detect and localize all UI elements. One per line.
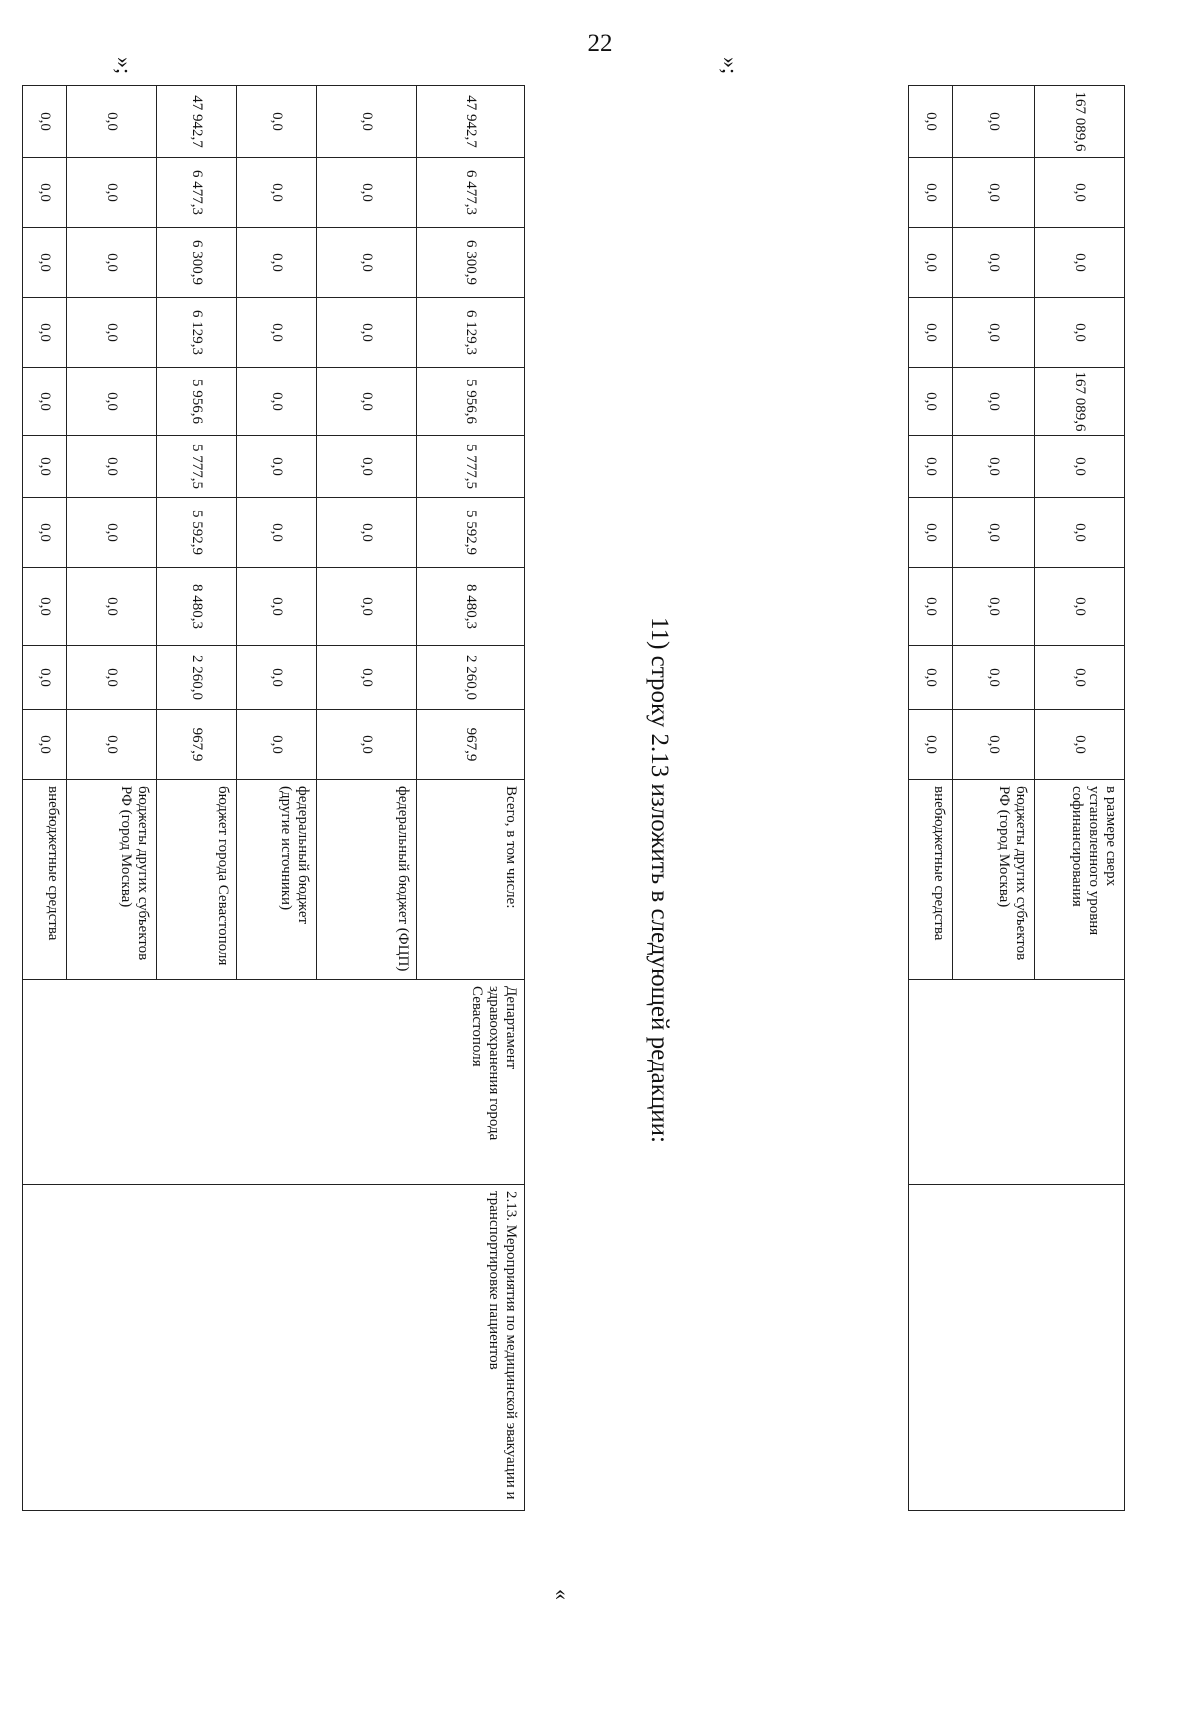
value-cell: 0,0 <box>953 158 1035 228</box>
value-cell: 0,0 <box>909 86 953 158</box>
event-cell: 2.13. Мероприятия по медицинской эвакуации и транспортировке пациентов <box>23 1185 525 1511</box>
value-cell: 0,0 <box>23 646 67 710</box>
value-cell: 6 300,9 <box>417 228 525 298</box>
page-number: 22 <box>587 30 613 57</box>
value-cell: 2 260,0 <box>417 646 525 710</box>
value-cell: 47 942,7 <box>417 86 525 158</box>
value-cell: 0,0 <box>317 498 417 568</box>
value-cell: 0,0 <box>317 710 417 780</box>
value-cell: 6 477,3 <box>157 158 237 228</box>
value-cell: 0,0 <box>23 228 67 298</box>
value-cell: 0,0 <box>953 646 1035 710</box>
value-cell: 0,0 <box>317 86 417 158</box>
value-cell: 967,9 <box>157 710 237 780</box>
value-cell: 0,0 <box>23 298 67 368</box>
value-cell: 0,0 <box>237 568 317 646</box>
table-previous-rows <box>908 85 1125 1511</box>
table-row <box>1035 86 1125 1511</box>
value-cell: 0,0 <box>909 436 953 498</box>
value-cell: 5 777,5 <box>417 436 525 498</box>
value-cell: 6 300,9 <box>157 228 237 298</box>
value-cell: 0,0 <box>237 368 317 436</box>
value-cell: 167 089,6 <box>1035 86 1125 158</box>
value-cell: 0,0 <box>23 86 67 158</box>
table-row <box>417 86 525 1511</box>
value-cell: 0,0 <box>67 710 157 780</box>
value-cell: 0,0 <box>317 228 417 298</box>
value-cell: 8 480,3 <box>157 568 237 646</box>
value-cell: 0,0 <box>23 710 67 780</box>
value-cell: 0,0 <box>67 368 157 436</box>
value-cell: 0,0 <box>67 228 157 298</box>
value-cell: 6 129,3 <box>157 298 237 368</box>
value-cell: 8 480,3 <box>417 568 525 646</box>
value-cell: 47 942,7 <box>157 86 237 158</box>
value-cell: 0,0 <box>317 568 417 646</box>
value-cell: 0,0 <box>953 86 1035 158</box>
value-cell: 0,0 <box>67 436 157 498</box>
table-row-2-13 <box>22 85 525 1511</box>
value-cell: 0,0 <box>1035 710 1125 780</box>
value-cell: 0,0 <box>237 646 317 710</box>
value-cell: 0,0 <box>953 710 1035 780</box>
rotated-document-body <box>36 57 1125 1675</box>
value-cell: 0,0 <box>317 436 417 498</box>
event-cell <box>909 1185 1125 1511</box>
value-cell: 0,0 <box>1035 158 1125 228</box>
value-cell: 5 956,6 <box>157 368 237 436</box>
value-cell: 0,0 <box>1035 646 1125 710</box>
value-cell: 0,0 <box>237 158 317 228</box>
value-cell: 5 956,6 <box>417 368 525 436</box>
value-cell: 0,0 <box>909 568 953 646</box>
value-cell: 0,0 <box>909 710 953 780</box>
value-cell: 0,0 <box>1035 498 1125 568</box>
value-cell: 0,0 <box>23 568 67 646</box>
value-cell: 0,0 <box>953 436 1035 498</box>
value-cell: 0,0 <box>909 498 953 568</box>
source-cell: бюджеты других субъектов РФ (город Москва) <box>953 780 1035 980</box>
value-cell: 0,0 <box>23 436 67 498</box>
value-cell: 0,0 <box>909 368 953 436</box>
value-cell: 0,0 <box>67 498 157 568</box>
value-cell: 0,0 <box>23 158 67 228</box>
value-cell: 6 477,3 <box>417 158 525 228</box>
source-cell: бюджет города Севастополя <box>157 780 237 980</box>
value-cell: 5 777,5 <box>157 436 237 498</box>
value-cell: 0,0 <box>317 368 417 436</box>
value-cell: 0,0 <box>237 228 317 298</box>
source-cell: внебюджетные средства <box>909 780 953 980</box>
value-cell: 0,0 <box>1035 568 1125 646</box>
source-cell: внебюджетные средства <box>23 780 67 980</box>
value-cell: 0,0 <box>237 710 317 780</box>
value-cell: 5 592,9 <box>157 498 237 568</box>
value-cell: 0,0 <box>953 498 1035 568</box>
source-cell: федеральный бюджет (ФЦП) <box>317 780 417 980</box>
value-cell: 0,0 <box>909 158 953 228</box>
value-cell: 0,0 <box>23 368 67 436</box>
responsible-cell <box>909 980 1125 1185</box>
source-cell: федеральный бюджет (другие источники) <box>237 780 317 980</box>
value-cell: 967,9 <box>417 710 525 780</box>
source-cell: в размере сверх установленного уровня софинансирования <box>1035 780 1125 980</box>
value-cell: 0,0 <box>67 646 157 710</box>
closing-quote-b: »; <box>112 57 137 75</box>
value-cell: 0,0 <box>953 228 1035 298</box>
source-cell: Всего, в том числе: <box>417 780 525 980</box>
value-cell: 5 592,9 <box>417 498 525 568</box>
closing-quote-a: »; <box>718 57 743 75</box>
value-cell: 0,0 <box>237 298 317 368</box>
value-cell: 0,0 <box>1035 228 1125 298</box>
value-cell: 0,0 <box>909 646 953 710</box>
value-cell: 0,0 <box>23 498 67 568</box>
value-cell: 167 089,6 <box>1035 368 1125 436</box>
value-cell: 0,0 <box>909 298 953 368</box>
value-cell: 0,0 <box>317 646 417 710</box>
value-cell: 2 260,0 <box>157 646 237 710</box>
value-cell: 0,0 <box>237 498 317 568</box>
value-cell: 0,0 <box>67 298 157 368</box>
responsible-cell: Департамент здравоохранения города Севастополя <box>23 980 525 1185</box>
value-cell: 0,0 <box>953 568 1035 646</box>
value-cell: 0,0 <box>237 86 317 158</box>
instruction-text: 11) строку 2.13 изложить в следующей редакции: <box>646 617 673 1143</box>
value-cell: 0,0 <box>953 298 1035 368</box>
value-cell: 0,0 <box>317 158 417 228</box>
source-cell: бюджеты других субъектов РФ (город Москва) <box>67 780 157 980</box>
value-cell: 6 129,3 <box>417 298 525 368</box>
value-cell: 0,0 <box>953 368 1035 436</box>
value-cell: 0,0 <box>1035 436 1125 498</box>
value-cell: 0,0 <box>237 436 317 498</box>
value-cell: 0,0 <box>317 298 417 368</box>
value-cell: 0,0 <box>67 86 157 158</box>
value-cell: 0,0 <box>67 568 157 646</box>
value-cell: 0,0 <box>909 228 953 298</box>
value-cell: 0,0 <box>67 158 157 228</box>
value-cell: 0,0 <box>1035 298 1125 368</box>
opening-quote: « <box>550 1589 575 1600</box>
